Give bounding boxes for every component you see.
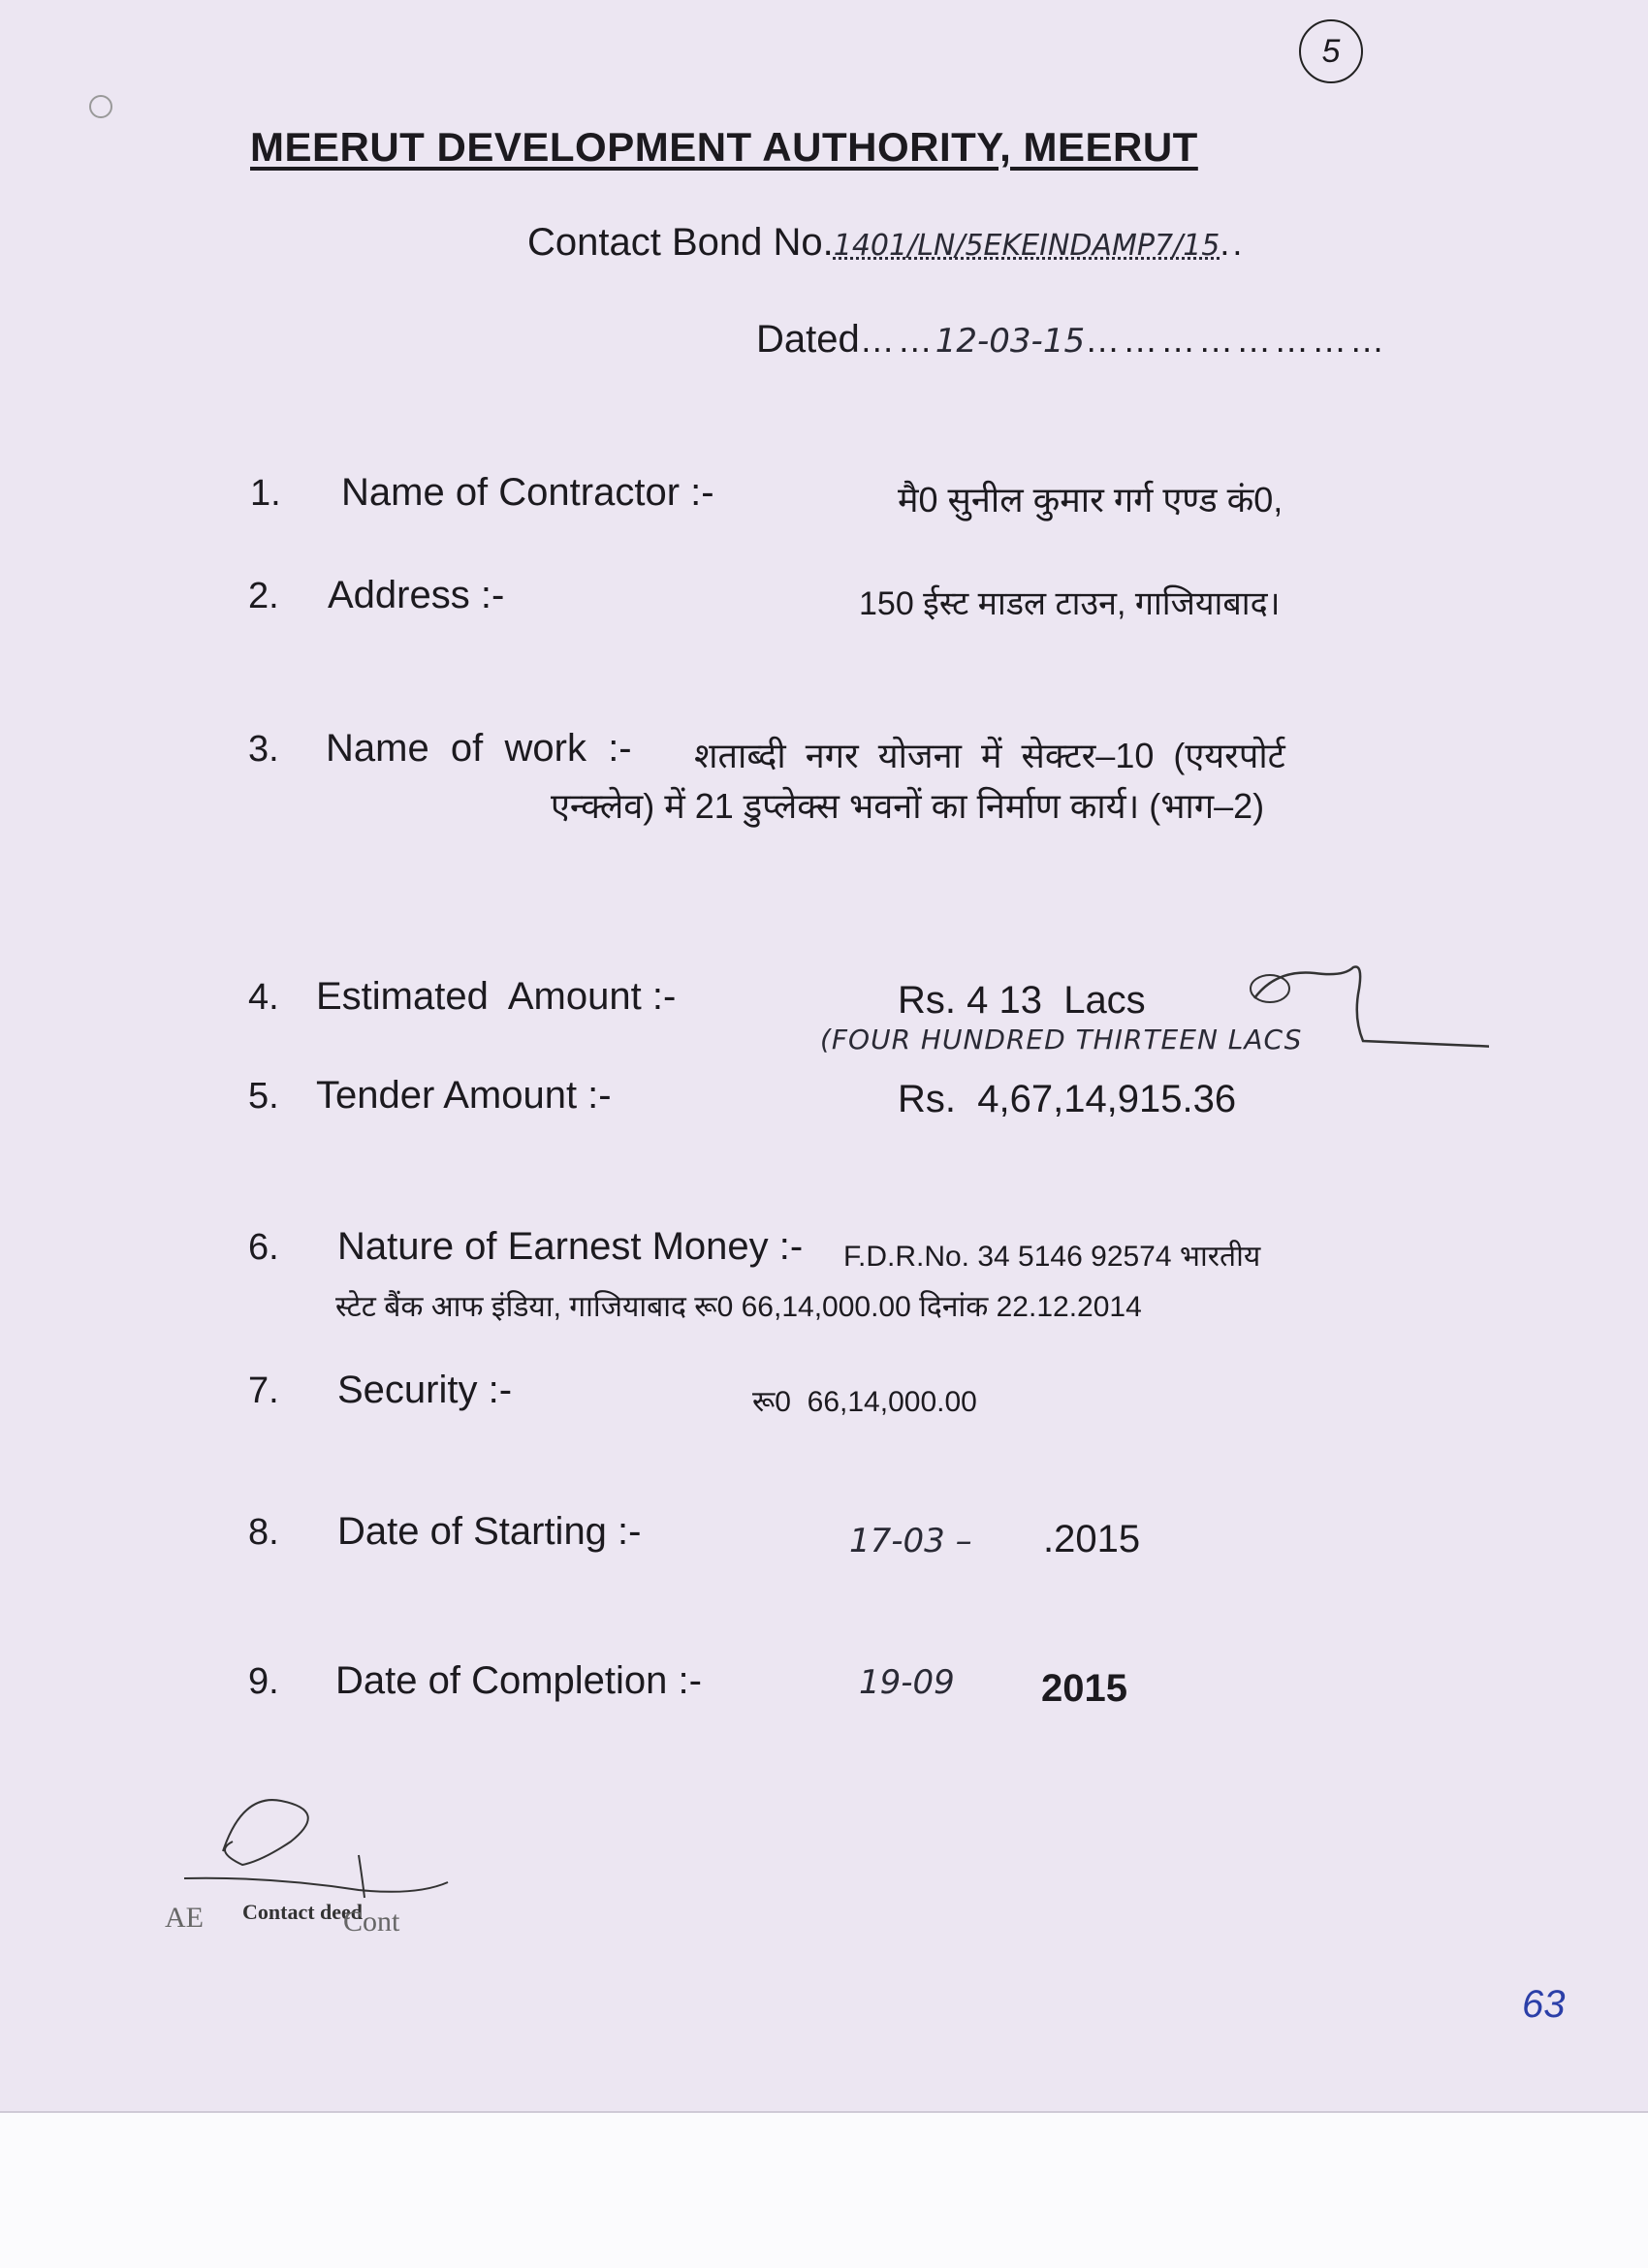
earnest-money-value-line2: स्टेट बैंक आफ इंडिया, गाजियाबाद रू0 66,14,000.00 दिनांक 22.12.2014 — [335, 1291, 1142, 1323]
item-number: 3. — [248, 729, 279, 770]
page-mark — [1299, 19, 1363, 83]
item-number: 2. — [248, 576, 279, 616]
earnest-money-label: Nature of Earnest Money :- — [337, 1225, 804, 1268]
dated-row: Dated……12-03-15…………………… — [756, 318, 1388, 361]
bond-number-row: Contact Bond No.1401/LN/5EKEINDAMP7/15.. — [527, 221, 1246, 264]
completion-date-label: Date of Completion :- — [335, 1659, 702, 1702]
start-date-printed: .2015 — [1043, 1518, 1141, 1560]
completion-date-printed: 2015 — [1041, 1667, 1127, 1710]
work-name-value-line1: शताब्दी नगर योजना में सेक्टर–10 (एयरपोर्ट — [694, 736, 1285, 775]
punch-hole-mark — [89, 95, 112, 118]
bond-number-label: Contact Bond No. — [527, 221, 834, 264]
contractor-name-value: मै0 सुनील कुमार गर्ग एण्ड कं0, — [898, 480, 1284, 520]
item-number: 5. — [248, 1076, 279, 1117]
page-mark-number: 5 — [1321, 32, 1341, 70]
page-edge — [0, 2113, 1648, 2268]
estimated-amount-label: Estimated Amount :- — [316, 975, 677, 1018]
work-name-value-line2: एन्क्लेव) में 21 डुप्लेक्स भवनों का निर्माण कार्य। (भाग–2) — [551, 786, 1265, 826]
stamp-text: Contact deed — [242, 1900, 364, 1924]
work-name-label: Name of work :- — [326, 727, 632, 770]
tender-amount-value: Rs. 4,67,14,915.36 — [898, 1078, 1237, 1120]
item-number: 6. — [248, 1227, 279, 1268]
item-number: 1. — [250, 473, 281, 514]
dated-value: 12-03-15 — [935, 322, 1086, 361]
dated-label: Dated — [756, 318, 860, 361]
completion-date-handwritten: 19-09 — [859, 1663, 955, 1702]
estimated-amount-value: Rs. 4 13 Lacs — [898, 979, 1146, 1022]
earnest-money-value-line1: F.D.R.No. 34 5146 92574 भारतीय — [843, 1241, 1261, 1273]
address-label: Address :- — [328, 574, 505, 616]
item-number: 7. — [248, 1370, 279, 1411]
start-date-label: Date of Starting :- — [337, 1510, 642, 1553]
security-label: Security :- — [337, 1369, 513, 1411]
address-value: 150 ईस्ट माडल टाउन, गाजियाबाद। — [859, 585, 1281, 622]
document-title: MEERUT DEVELOPMENT AUTHORITY, MEERUT — [250, 124, 1198, 170]
initials-scribble — [1237, 960, 1489, 1076]
security-value: रू0 66,14,000.00 — [752, 1386, 977, 1418]
item-number: 8. — [248, 1512, 279, 1553]
tender-amount-label: Tender Amount :- — [316, 1074, 612, 1117]
stamp-prefix: AE — [165, 1902, 204, 1934]
start-date-handwritten: 17-03 – — [849, 1522, 972, 1560]
item-number: 9. — [248, 1661, 279, 1702]
handwritten-page-number: 63 — [1522, 1983, 1566, 2026]
estimated-amount-handwritten-note: (FOUR HUNDRED THIRTEEN LACS — [820, 1024, 1303, 1055]
stamp-suffix: Cont — [343, 1906, 400, 1937]
item-number: 4. — [248, 977, 279, 1018]
bond-number-value: 1401/LN/5EKEINDAMP7/15 — [833, 229, 1220, 263]
contractor-name-label: Name of Contractor :- — [341, 471, 714, 514]
